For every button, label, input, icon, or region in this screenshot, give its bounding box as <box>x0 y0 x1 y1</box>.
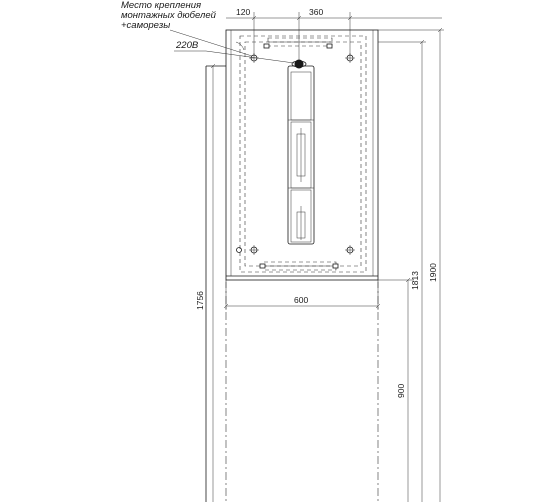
slot-top-left <box>264 44 269 48</box>
mounting-frame <box>240 36 366 272</box>
slot-top-right <box>327 44 332 48</box>
frame-inner-dashed <box>245 42 361 266</box>
slot-bottom-right <box>333 264 338 268</box>
side-hook-left <box>237 248 242 253</box>
top-dimensions <box>226 7 442 56</box>
dim-600: 600 <box>294 295 309 305</box>
lamp-upper-section <box>291 72 311 120</box>
mount-note-line-3: +саморезы <box>121 20 171 31</box>
frame-outer-dashed <box>240 36 366 272</box>
width-dimension <box>224 282 380 310</box>
dim-900: 900 <box>396 383 406 398</box>
dim-360: 360 <box>309 7 324 17</box>
dim-1756: 1756 <box>195 291 205 310</box>
mount-note-line-1: Место крепления <box>121 0 202 11</box>
slot-bottom-left <box>260 264 265 268</box>
dowel-holes <box>236 42 355 255</box>
cabinet-outline <box>226 30 378 280</box>
cabinet-body <box>226 30 378 280</box>
central-lamp-assembly <box>288 30 314 244</box>
vertical-dimensions <box>195 28 444 502</box>
wall-and-floor <box>206 66 378 502</box>
power-label-leader <box>206 51 294 63</box>
power-label: 220В <box>176 40 199 51</box>
annotations <box>121 0 294 63</box>
mount-note-line-2: монтажных дюбелей <box>121 10 216 21</box>
dim-1813: 1813 <box>410 271 420 290</box>
dim-1900: 1900 <box>428 263 438 282</box>
dim-120: 120 <box>236 7 251 17</box>
